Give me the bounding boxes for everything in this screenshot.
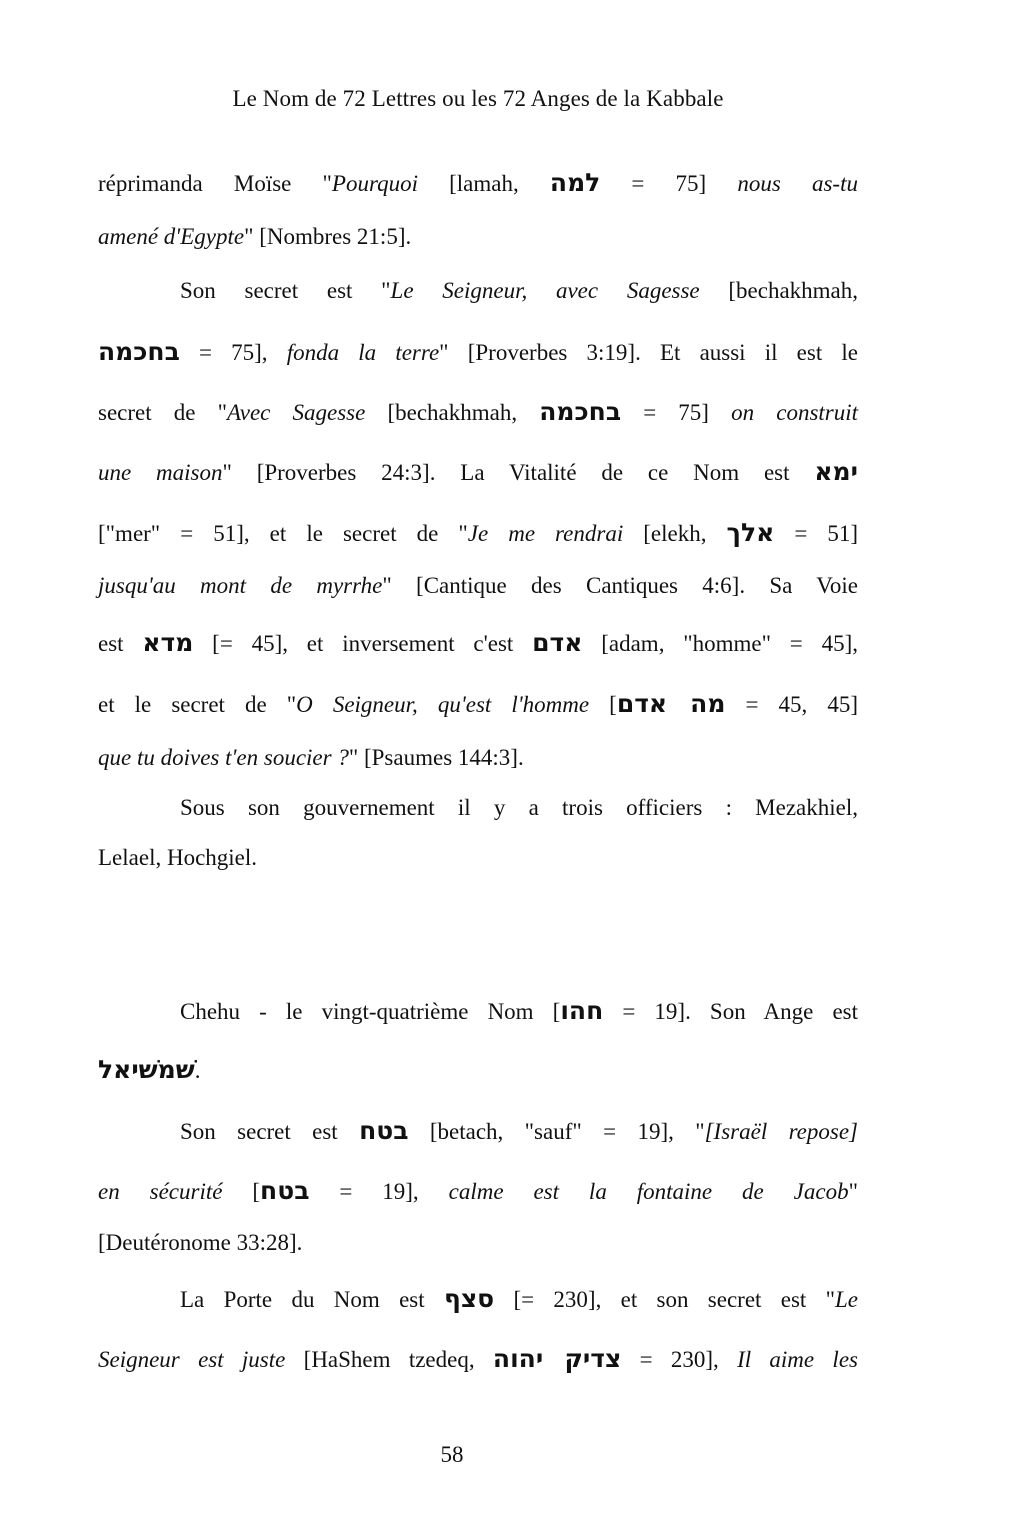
page-number: 58 xyxy=(440,1442,464,1467)
text-line xyxy=(98,518,858,548)
text-run: " xyxy=(848,1179,858,1204)
text-line xyxy=(98,168,858,198)
quote-italic: fonda la terre xyxy=(286,340,440,365)
hebrew-word: סצף xyxy=(443,1284,495,1313)
text-line xyxy=(98,397,858,427)
text-line xyxy=(98,628,858,658)
text-run: [elekh, xyxy=(623,521,727,546)
text-line xyxy=(98,571,858,601)
quote-italic: Je me rendrai xyxy=(467,521,624,546)
quote-italic: amené d'Egypte xyxy=(98,224,245,249)
text-run: Son secret est xyxy=(180,1119,360,1144)
text-line xyxy=(98,1228,858,1258)
text-run: = 230], xyxy=(621,1347,738,1372)
text-run: Chehu - le vingt-quatrième Nom [ xyxy=(180,999,561,1024)
text-run: [Deutéronome 33:28]. xyxy=(98,1230,303,1255)
text-line xyxy=(98,457,858,487)
text-run: [= 230], et son secret est " xyxy=(494,1287,836,1312)
text-run: = 19], xyxy=(309,1179,449,1204)
quote-italic: Pourquoi xyxy=(331,171,418,196)
text-line xyxy=(180,1116,858,1146)
quote-italic: Seigneur est juste xyxy=(98,1347,286,1372)
text-run: [ xyxy=(222,1179,261,1204)
quote-italic: une maison xyxy=(98,460,223,485)
text-line xyxy=(98,1176,858,1206)
text-run: La Porte du Nom est xyxy=(180,1287,444,1312)
hebrew-angel-name: שׁמשׁיאל xyxy=(98,1055,195,1084)
hebrew-word: למה xyxy=(549,168,601,197)
hebrew-word: בחכמה xyxy=(98,337,180,366)
hebrew-word: חהו xyxy=(560,996,604,1025)
text-run: " [Nombres 21:5]. xyxy=(244,224,412,249)
text-run: Son secret est " xyxy=(180,278,391,303)
text-run: = 75] xyxy=(600,171,738,196)
quote-italic: Il aime les xyxy=(737,1347,858,1372)
text-run: " [Proverbes 24:3]. La Vitalité de ce Nom est xyxy=(222,460,815,485)
text-run: est xyxy=(98,631,143,656)
text-run: = 19]. Son Ange est xyxy=(603,999,858,1024)
text-run: Lelael, Hochgiel. xyxy=(98,845,258,870)
hebrew-word: בחכמה xyxy=(539,397,622,426)
text-run: [ xyxy=(589,692,617,717)
quote-italic: jusqu'au mont de myrrhe xyxy=(98,573,383,598)
text-run: [bechakhmah, xyxy=(365,400,540,425)
text-run: = 45, 45] xyxy=(725,692,858,717)
text-run: [adam, "homme" = 45], xyxy=(582,631,858,656)
text-line xyxy=(98,689,858,719)
text-run: ["mer" = 51], et le secret de " xyxy=(98,521,468,546)
quote-italic: en sécurité xyxy=(98,1179,223,1204)
text-run: . xyxy=(194,1058,201,1083)
hebrew-word: אלך xyxy=(726,518,775,547)
quote-italic: que tu doives t'en soucier ? xyxy=(98,745,349,770)
quote-italic: on construit xyxy=(731,400,859,425)
text-run: " [Psaumes 144:3]. xyxy=(348,745,524,770)
quote-italic: Avec Sagesse xyxy=(226,400,366,425)
text-run: " [Proverbes 3:19]. Et aussi il est le xyxy=(439,340,858,365)
text-run: réprimanda Moïse " xyxy=(98,171,332,196)
text-run: [= 45], et inversement c'est xyxy=(193,631,533,656)
text-line xyxy=(98,1055,858,1085)
text-run: = 75] xyxy=(621,400,732,425)
text-run: [HaShem tzedeq, xyxy=(285,1347,493,1372)
text-line xyxy=(180,793,858,823)
quote-italic: Le Seigneur, avec Sagesse xyxy=(390,278,700,303)
hebrew-word: בטח xyxy=(260,1176,310,1205)
hebrew-word: בטח xyxy=(359,1116,409,1145)
quote-italic: Le xyxy=(835,1287,859,1312)
text-run: secret de " xyxy=(98,400,227,425)
running-header: Le Nom de 72 Lettres ou les 72 Anges de la Kabbale xyxy=(232,86,724,111)
hebrew-word: צדיק יהוה xyxy=(492,1344,622,1373)
text-run: [bechakhmah, xyxy=(699,278,859,303)
text-run: et le secret de " xyxy=(98,692,297,717)
text-run: Sous son gouvernement il y a trois officiers : Mezakhiel, xyxy=(180,795,858,820)
hebrew-word: אדם xyxy=(532,628,583,657)
quote-italic: calme est la fontaine de Jacob xyxy=(448,1179,849,1204)
text-run: = 51] xyxy=(774,521,858,546)
quote-italic: [Israël repose] xyxy=(704,1119,859,1144)
text-line xyxy=(180,276,858,306)
text-line xyxy=(180,996,858,1026)
hebrew-word: מה אדם xyxy=(616,689,726,718)
quote-italic: O Seigneur, qu'est l'homme xyxy=(296,692,590,717)
hebrew-word: ימא xyxy=(814,457,858,486)
text-run: [lamah, xyxy=(417,171,550,196)
text-line xyxy=(98,843,858,873)
text-line xyxy=(98,1344,858,1374)
hebrew-word: מדא xyxy=(142,628,194,657)
text-run: = 75], xyxy=(179,340,287,365)
text-line xyxy=(98,337,858,367)
text-run: " [Cantique des Cantiques 4:6]. Sa Voie xyxy=(382,573,858,598)
text-run: [betach, "sauf" = 19], " xyxy=(408,1119,705,1144)
quote-italic: nous as-tu xyxy=(737,171,858,196)
text-line xyxy=(180,1284,858,1314)
text-line xyxy=(98,222,858,252)
text-line xyxy=(98,743,858,773)
